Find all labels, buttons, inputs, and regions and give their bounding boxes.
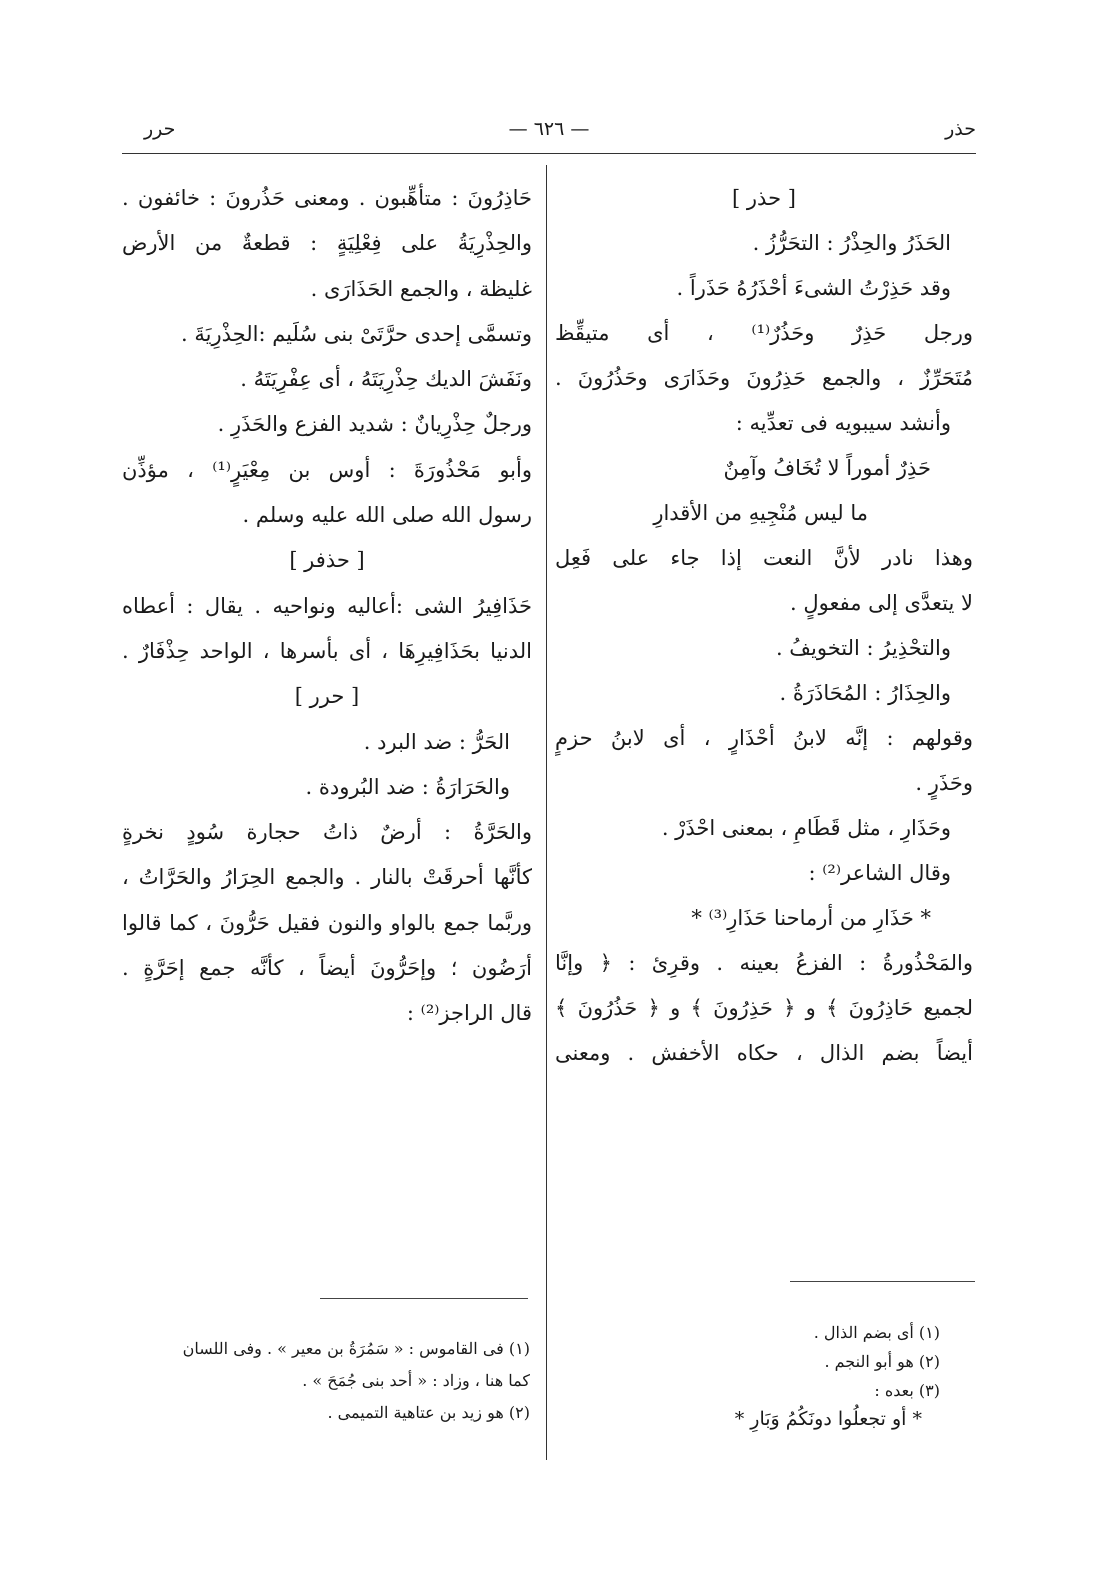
header-rule	[122, 153, 976, 154]
text-line: والحِذْرِيَةُ على فِعْلِيَةٍ : قطعةٌ من الأرض	[122, 231, 532, 256]
entry-heading: [ حذفر ]	[289, 548, 365, 573]
text-line: وتسمَّى إحدى حرَّتَىْ بنى سُلَيم :الحِذْرِيَةَ .	[181, 321, 532, 346]
footnote-rule-left	[320, 1298, 528, 1299]
text-line: وحَذَارِ ، مثل قَطَامِ ، بمعنى احْذَرْ .	[661, 816, 951, 840]
text-line: والحَرَارَةُ : ضد البُرودة .	[305, 774, 510, 799]
text-line: والحَرَّةُ : أرضٌ ذاتُ حجارة سُودٍ نخرةٍ	[122, 820, 532, 845]
text-line: وربَّما جمع بالواو والنون فقيل حَرُّونَ ، كما قالوا	[122, 910, 532, 935]
text-line: والتحْذِيرُ : التخويفُ .	[775, 636, 951, 660]
text-line: وقد حَذِرْتُ الشىءَ أحْذَرُهُ حَذَراً .	[676, 276, 951, 300]
text-line: أرَضُون ؛ وإحَرُّونَ أيضاً ، كأنَّه جمع إحَرَّةٍ .	[122, 956, 532, 981]
text-line: الدنيا بحَذَافِيرِهَا ، أى بأسرها ، الواحد حِذْفَارٌ .	[122, 638, 532, 663]
text-line: ورجلٌ حِذْرِيانٌ : شديد الفزع والحَذَرِ .	[217, 412, 532, 437]
footnote-verse: * أو تجعلُوا دونَكُمُ وَبَارِ *	[734, 1408, 922, 1430]
column-divider	[546, 165, 547, 1460]
footnote: (٢) هو زيد بن عتاهية التميمى .	[327, 1403, 530, 1422]
footnote: (١) فى القاموس : « سَمُرَةُ بن معير » . وفى اللسان	[182, 1339, 530, 1358]
footnotes-right	[605, 1318, 940, 1434]
text-line: والمَحْذُورةُ : الفزعُ بعينه . وقرِئ : ﴿ وإنَّا	[555, 951, 973, 975]
text-line: وقال الشاعر⁽²⁾ :	[808, 861, 951, 885]
text-line: والحِذَارُ : المُحَاذَرَةُ .	[779, 681, 951, 705]
text-line: لجميع حَاذِرُونَ ﴾ و ﴿ حَذِرُونَ ﴾ و ﴿ حَذُرُونَ ﴾	[555, 996, 973, 1020]
footnote: (١) أى بضم الذال .	[813, 1323, 940, 1342]
page-header	[122, 118, 976, 154]
header-root-right: حذر	[945, 118, 976, 140]
text-line: رسول الله صلى الله عليه وسلم .	[242, 503, 532, 528]
verse-line: حَذِرٌ أموراً لا تُخَافُ وآمِنٌ	[723, 456, 931, 480]
verse-line: ما ليس مُنْجِيهِ من الأقدارِ	[653, 501, 868, 525]
text-line: كأنَّها أحرقَتْ بالنار . والجمع الحِرَارُ والحَرَّاتُ ،	[122, 865, 532, 890]
text-line: أيضاً بضم الذال ، حكاه الأخفش . ومعنى	[555, 1041, 973, 1065]
page-number: — ٦٢٦ —	[508, 118, 590, 140]
text-line: مُتَحَرِّزٌ ، والجمع حَذِرُونَ وحَذَارَى وحَذُرُونَ .	[555, 366, 973, 390]
text-line: حَذَافِيرُ الشى :أعاليه ونواحيه . يقال : أعطاه	[122, 593, 532, 618]
right-column	[555, 176, 973, 1076]
text-line: وحَذَرٍ .	[915, 771, 973, 795]
footnote: (٣) بعده :	[874, 1381, 940, 1400]
footnote-rule-right	[790, 1281, 975, 1282]
text-line: الحَذَرُ والحِذْرُ : التحَرُّزُ .	[752, 231, 951, 255]
text-line: وأبو مَحْذُورَةَ : أوس بن مِعْيَرٍ⁽¹⁾ ، مؤذِّن	[122, 457, 532, 482]
entry-heading: [ حرر ]	[294, 684, 360, 709]
text-line: لا يتعدَّى إلى مفعولٍ .	[790, 591, 973, 615]
text-line: حَاذِرُونَ : متأهِّبون . ومعنى حَذُرونَ : خائفون .	[122, 186, 532, 210]
footnotes-left	[130, 1333, 530, 1429]
text-line: غليظة ، والجمع الحَذَارَى .	[310, 276, 532, 301]
header-root-left: حرر	[144, 118, 176, 140]
left-column	[122, 176, 532, 1037]
text-line: ونَفَشَ الديك حِذْرِيَتَهُ ، أى عِفْرِيَتَهُ .	[240, 367, 532, 392]
entry-heading: [ حذر ]	[732, 186, 796, 210]
text-line: ورجل حَذِرٌ وحَذُرٌ⁽¹⁾ ، أى متيقِّظ	[555, 321, 973, 345]
text-line: وقولهم : إنَّه لابنُ أحْذَارٍ ، أى لابنُ حزمٍ	[555, 726, 973, 750]
footnote: (٢) هو أبو النجم .	[824, 1352, 940, 1371]
text-line: قال الراجز⁽²⁾ :	[406, 1001, 532, 1026]
text-line: وهذا نادر لأنَّ النعت إذا جاء على فَعِل	[555, 546, 973, 570]
footnote: كما هنا ، وزاد : « أحد بنى جُمَحَ » .	[302, 1371, 530, 1390]
text-line: الحَرُّ : ضد البرد .	[363, 729, 510, 754]
verse-line: * حَذَارِ من أرماحنا حَذَارِ⁽³⁾ *	[691, 906, 931, 930]
text-line: وأنشد سيبويه فى تعدِّيه :	[735, 411, 951, 435]
